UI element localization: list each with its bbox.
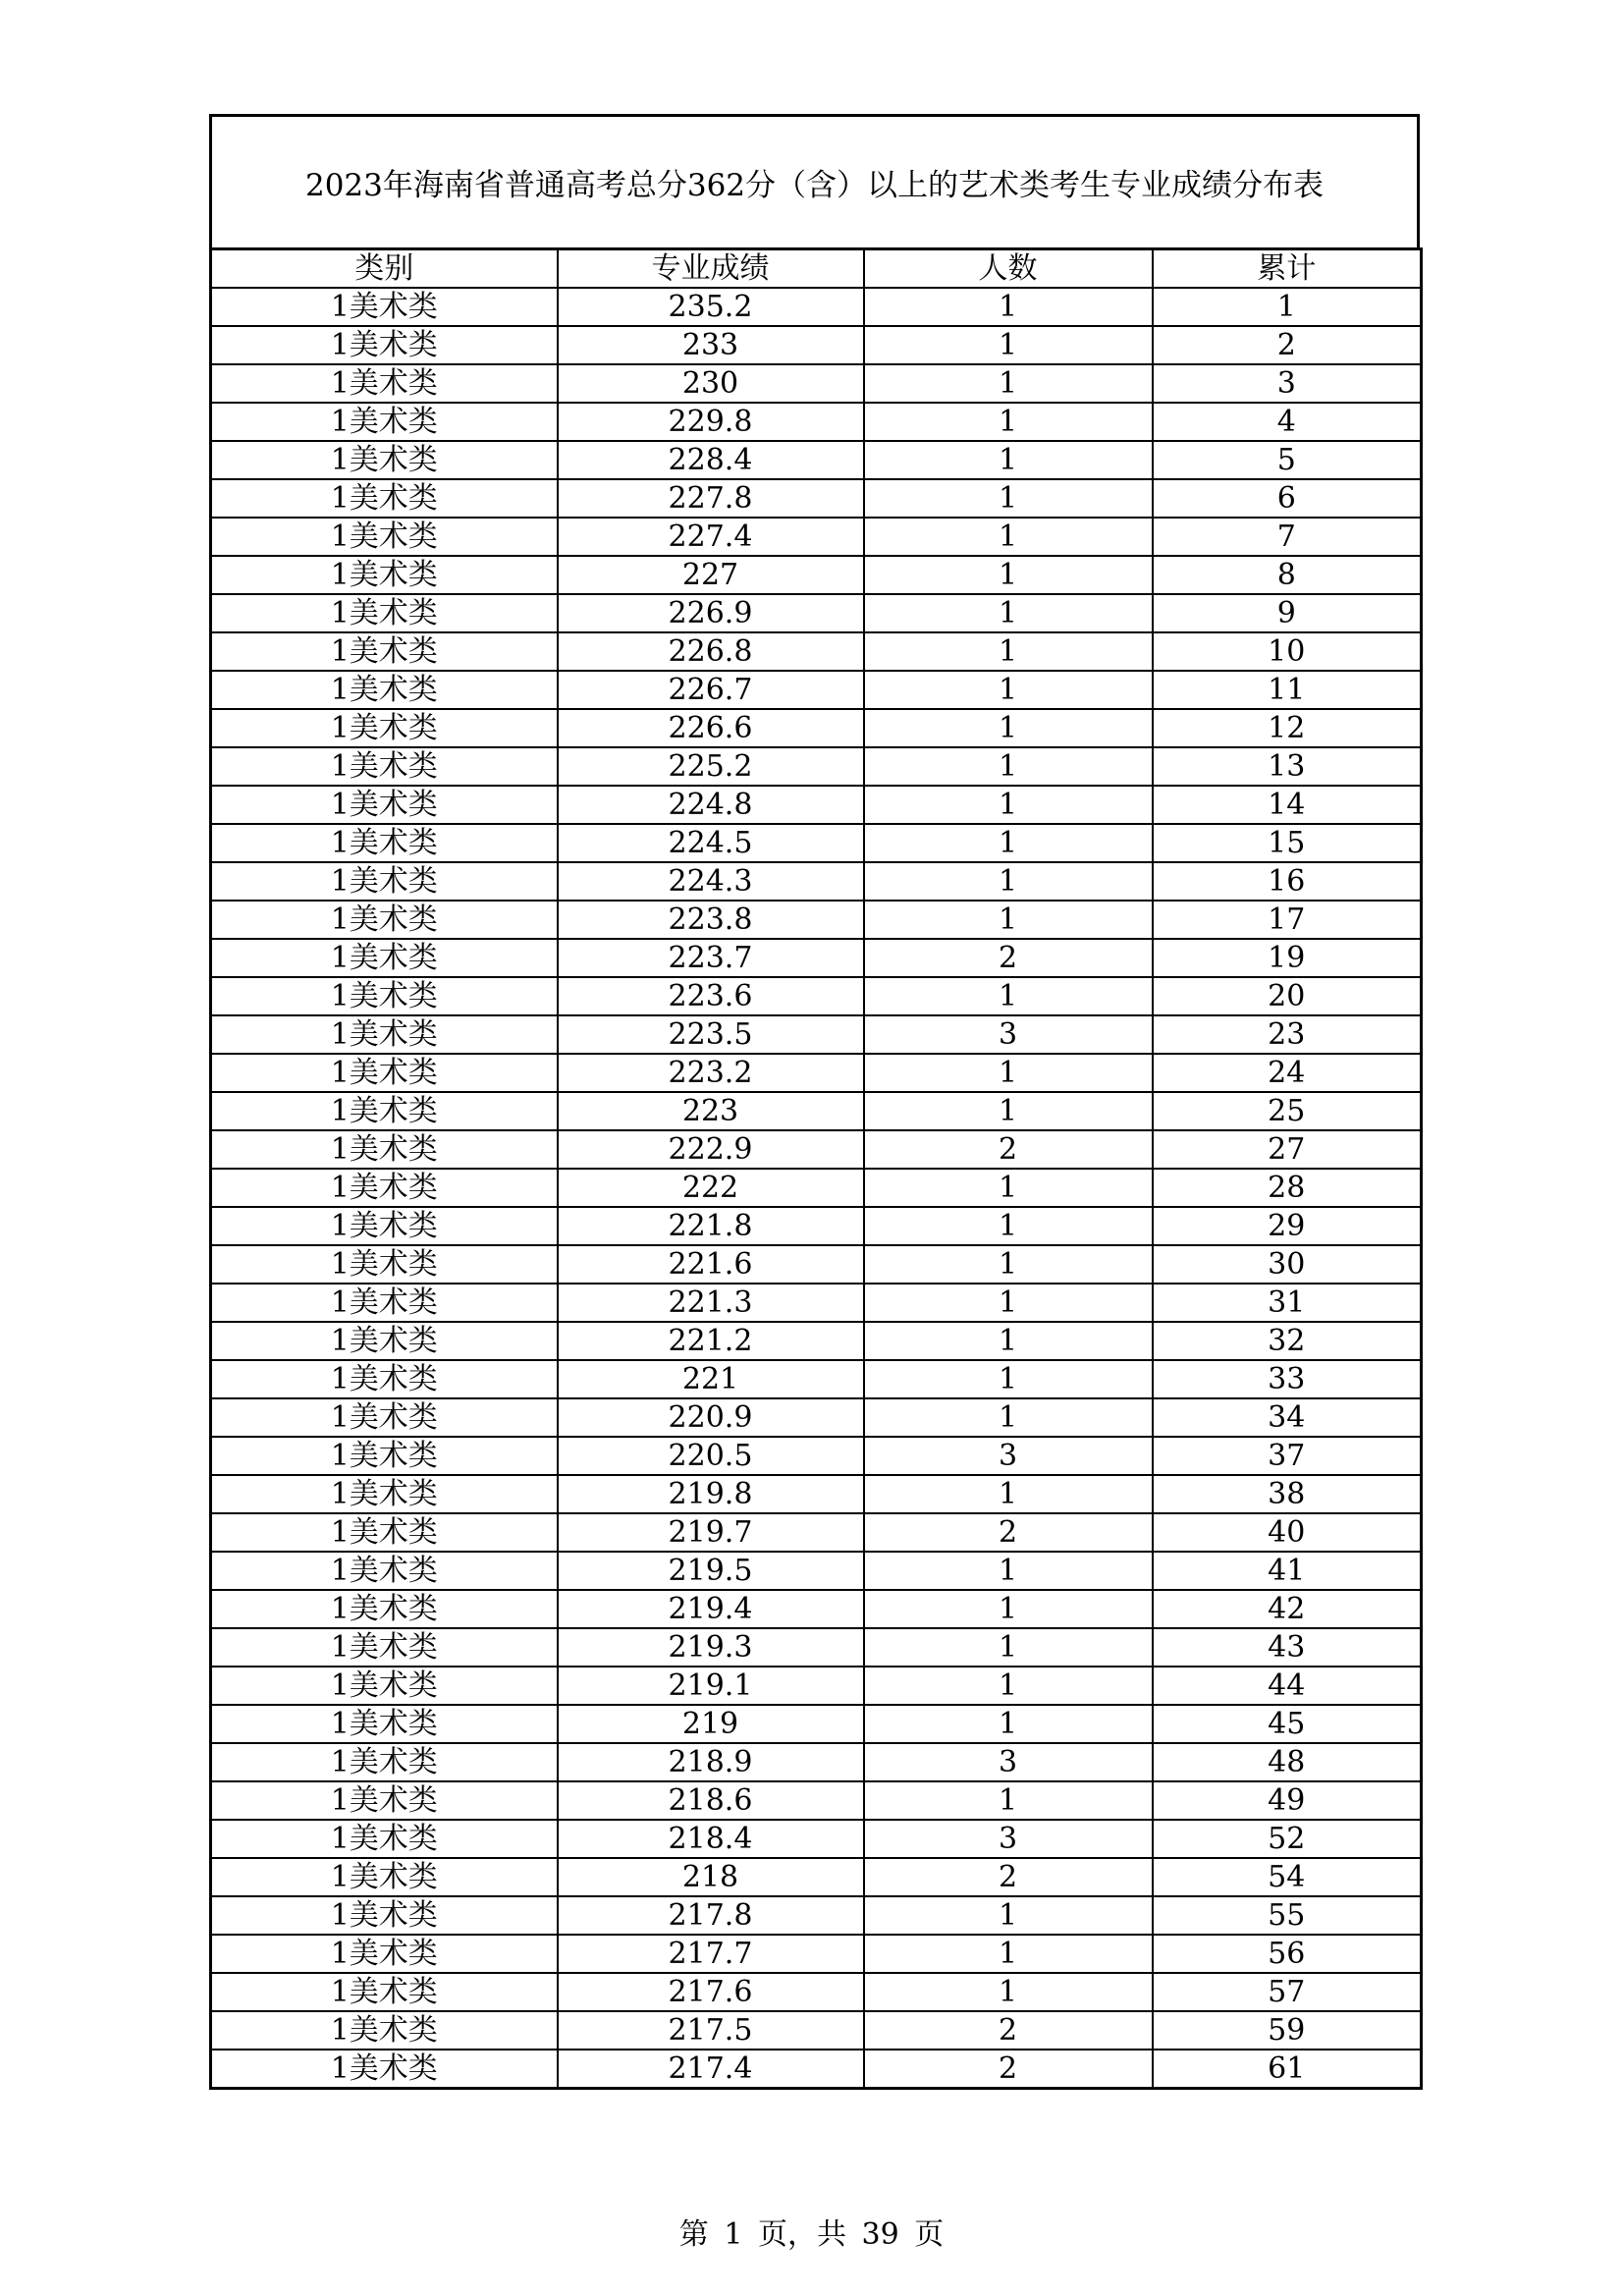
cell-score: 219.8 [558, 1475, 864, 1513]
cell-count: 2 [864, 1858, 1153, 1896]
cell-category: 1美术类 [211, 1743, 558, 1781]
cell-score: 225.2 [558, 747, 864, 786]
cell-score: 224.3 [558, 862, 864, 901]
cell-category: 1美术类 [211, 1973, 558, 2011]
cell-cumulative: 6 [1153, 479, 1422, 518]
cell-count: 2 [864, 939, 1153, 977]
table-row [211, 594, 1422, 632]
table-row [211, 1820, 1422, 1858]
cell-score: 224.8 [558, 786, 864, 824]
cell-count: 3 [864, 1820, 1153, 1858]
cell-category: 1美术类 [211, 824, 558, 862]
cell-count: 2 [864, 1513, 1153, 1552]
cell-count: 1 [864, 1398, 1153, 1437]
cell-category: 1美术类 [211, 901, 558, 939]
table-row [211, 1437, 1422, 1475]
cell-count: 1 [864, 403, 1153, 441]
table-row [211, 632, 1422, 671]
cell-category: 1美术类 [211, 1590, 558, 1628]
cell-cumulative: 48 [1153, 1743, 1422, 1781]
table-row [211, 1896, 1422, 1935]
cell-cumulative: 61 [1153, 2050, 1422, 2089]
cell-cumulative: 7 [1153, 518, 1422, 556]
table-row [211, 1322, 1422, 1360]
cell-count: 1 [864, 288, 1153, 326]
cell-cumulative: 37 [1153, 1437, 1422, 1475]
cell-cumulative: 5 [1153, 441, 1422, 479]
cell-cumulative: 32 [1153, 1322, 1422, 1360]
table-row [211, 1169, 1422, 1207]
cell-score: 221 [558, 1360, 864, 1398]
cell-category: 1美术类 [211, 479, 558, 518]
cell-category: 1美术类 [211, 977, 558, 1015]
cell-count: 3 [864, 1743, 1153, 1781]
cell-count: 1 [864, 1973, 1153, 2011]
cell-count: 1 [864, 441, 1153, 479]
cell-count: 1 [864, 1360, 1153, 1398]
table-row [211, 1284, 1422, 1322]
table-row [211, 1513, 1422, 1552]
cell-score: 223.5 [558, 1015, 864, 1054]
cell-category: 1美术类 [211, 1054, 558, 1092]
cell-category: 1美术类 [211, 1667, 558, 1705]
table-row [211, 1705, 1422, 1743]
table-row [211, 1743, 1422, 1781]
table-row [211, 1092, 1422, 1130]
cell-cumulative: 43 [1153, 1628, 1422, 1667]
cell-score: 229.8 [558, 403, 864, 441]
cell-count: 1 [864, 1169, 1153, 1207]
cell-category: 1美术类 [211, 939, 558, 977]
cell-score: 221.3 [558, 1284, 864, 1322]
cell-score: 219.4 [558, 1590, 864, 1628]
cell-score: 233 [558, 326, 864, 364]
cell-category: 1美术类 [211, 1207, 558, 1245]
cell-score: 218.4 [558, 1820, 864, 1858]
table-row [211, 1973, 1422, 2011]
cell-count: 1 [864, 479, 1153, 518]
table-row [211, 1207, 1422, 1245]
cell-category: 1美术类 [211, 1322, 558, 1360]
cell-count: 1 [864, 1667, 1153, 1705]
cell-cumulative: 24 [1153, 1054, 1422, 1092]
table-row [211, 1667, 1422, 1705]
cell-category: 1美术类 [211, 2011, 558, 2050]
cell-count: 1 [864, 1245, 1153, 1284]
cell-category: 1美术类 [211, 1781, 558, 1820]
cell-cumulative: 33 [1153, 1360, 1422, 1398]
cell-count: 1 [864, 556, 1153, 594]
cell-count: 1 [864, 1284, 1153, 1322]
table-row [211, 556, 1422, 594]
cell-category: 1美术类 [211, 1015, 558, 1054]
cell-count: 1 [864, 901, 1153, 939]
table-row [211, 1628, 1422, 1667]
cell-score: 217.7 [558, 1935, 864, 1973]
cell-count: 1 [864, 1896, 1153, 1935]
cell-cumulative: 3 [1153, 364, 1422, 403]
cell-category: 1美术类 [211, 1552, 558, 1590]
cell-cumulative: 25 [1153, 1092, 1422, 1130]
cell-category: 1美术类 [211, 709, 558, 747]
cell-score: 219.3 [558, 1628, 864, 1667]
cell-category: 1美术类 [211, 1284, 558, 1322]
cell-count: 1 [864, 632, 1153, 671]
cell-count: 1 [864, 862, 1153, 901]
cell-category: 1美术类 [211, 1896, 558, 1935]
cell-cumulative: 17 [1153, 901, 1422, 939]
cell-cumulative: 59 [1153, 2011, 1422, 2050]
cell-cumulative: 42 [1153, 1590, 1422, 1628]
cell-category: 1美术类 [211, 441, 558, 479]
table-body [211, 288, 1422, 2089]
cell-cumulative: 19 [1153, 939, 1422, 977]
cell-score: 218.6 [558, 1781, 864, 1820]
cell-cumulative: 49 [1153, 1781, 1422, 1820]
cell-score: 218 [558, 1858, 864, 1896]
cell-score: 222 [558, 1169, 864, 1207]
cell-cumulative: 44 [1153, 1667, 1422, 1705]
cell-count: 1 [864, 1590, 1153, 1628]
cell-cumulative: 23 [1153, 1015, 1422, 1054]
cell-score: 224.5 [558, 824, 864, 862]
cell-cumulative: 27 [1153, 1130, 1422, 1169]
cell-cumulative: 10 [1153, 632, 1422, 671]
cell-score: 227 [558, 556, 864, 594]
cell-count: 1 [864, 1207, 1153, 1245]
table-row [211, 1552, 1422, 1590]
table-row [211, 1245, 1422, 1284]
cell-score: 226.6 [558, 709, 864, 747]
cell-count: 1 [864, 671, 1153, 709]
table-header [211, 249, 1422, 289]
cell-count: 2 [864, 1130, 1153, 1169]
table-row [211, 2011, 1422, 2050]
cell-category: 1美术类 [211, 1820, 558, 1858]
cell-score: 223.6 [558, 977, 864, 1015]
cell-category: 1美术类 [211, 1169, 558, 1207]
header-row [211, 249, 1422, 289]
cell-cumulative: 16 [1153, 862, 1422, 901]
cell-cumulative: 45 [1153, 1705, 1422, 1743]
cell-cumulative: 4 [1153, 403, 1422, 441]
cell-category: 1美术类 [211, 2050, 558, 2089]
cell-count: 1 [864, 977, 1153, 1015]
cell-cumulative: 8 [1153, 556, 1422, 594]
table-row [211, 824, 1422, 862]
cell-category: 1美术类 [211, 1130, 558, 1169]
cell-score: 220.5 [558, 1437, 864, 1475]
table-row [211, 1130, 1422, 1169]
cell-category: 1美术类 [211, 1628, 558, 1667]
cell-category: 1美术类 [211, 786, 558, 824]
table-row [211, 1858, 1422, 1896]
cell-count: 1 [864, 709, 1153, 747]
cell-category: 1美术类 [211, 1437, 558, 1475]
cell-count: 1 [864, 1781, 1153, 1820]
cell-count: 1 [864, 1092, 1153, 1130]
table-row [211, 747, 1422, 786]
cell-score: 230 [558, 364, 864, 403]
cell-score: 226.9 [558, 594, 864, 632]
cell-cumulative: 56 [1153, 1935, 1422, 1973]
cell-category: 1美术类 [211, 1858, 558, 1896]
cell-category: 1美术类 [211, 288, 558, 326]
cell-count: 1 [864, 1552, 1153, 1590]
table-row [211, 939, 1422, 977]
cell-count: 2 [864, 2011, 1153, 2050]
cell-score: 219.1 [558, 1667, 864, 1705]
table-row [211, 1054, 1422, 1092]
cell-cumulative: 40 [1153, 1513, 1422, 1552]
cell-category: 1美术类 [211, 1935, 558, 1973]
cell-cumulative: 55 [1153, 1896, 1422, 1935]
cell-category: 1美术类 [211, 1092, 558, 1130]
cell-cumulative: 29 [1153, 1207, 1422, 1245]
cell-score: 222.9 [558, 1130, 864, 1169]
cell-cumulative: 30 [1153, 1245, 1422, 1284]
cell-cumulative: 20 [1153, 977, 1422, 1015]
cell-count: 1 [864, 824, 1153, 862]
table-title: 2023年海南省普通高考总分362分（含）以上的艺术类考生专业成绩分布表 [209, 114, 1420, 247]
cell-count: 1 [864, 1705, 1153, 1743]
cell-score: 221.6 [558, 1245, 864, 1284]
cell-count: 1 [864, 747, 1153, 786]
header-score: 专业成绩 [558, 249, 864, 289]
table-row [211, 403, 1422, 441]
cell-cumulative: 54 [1153, 1858, 1422, 1896]
cell-count: 3 [864, 1437, 1153, 1475]
cell-cumulative: 15 [1153, 824, 1422, 862]
table-row [211, 709, 1422, 747]
table-row [211, 1935, 1422, 1973]
table-row [211, 1015, 1422, 1054]
score-distribution-sheet [209, 114, 1420, 2090]
cell-score: 226.8 [558, 632, 864, 671]
cell-cumulative: 12 [1153, 709, 1422, 747]
cell-score: 223.8 [558, 901, 864, 939]
cell-cumulative: 57 [1153, 1973, 1422, 2011]
cell-count: 1 [864, 364, 1153, 403]
table-row [211, 862, 1422, 901]
cell-count: 1 [864, 1322, 1153, 1360]
table-row [211, 326, 1422, 364]
cell-count: 1 [864, 326, 1153, 364]
cell-category: 1美术类 [211, 518, 558, 556]
cell-cumulative: 13 [1153, 747, 1422, 786]
cell-category: 1美术类 [211, 1513, 558, 1552]
cell-count: 1 [864, 1935, 1153, 1973]
cell-score: 221.8 [558, 1207, 864, 1245]
table-row [211, 1590, 1422, 1628]
cell-score: 217.4 [558, 2050, 864, 2089]
cell-category: 1美术类 [211, 1360, 558, 1398]
cell-count: 2 [864, 2050, 1153, 2089]
table-row [211, 901, 1422, 939]
table-row [211, 1475, 1422, 1513]
cell-score: 228.4 [558, 441, 864, 479]
cell-score: 235.2 [558, 288, 864, 326]
cell-category: 1美术类 [211, 556, 558, 594]
cell-cumulative: 52 [1153, 1820, 1422, 1858]
cell-count: 3 [864, 1015, 1153, 1054]
cell-cumulative: 31 [1153, 1284, 1422, 1322]
page-footer: 第 1 页，共 39 页 [678, 2217, 945, 2252]
cell-score: 227.4 [558, 518, 864, 556]
cell-score: 221.2 [558, 1322, 864, 1360]
cell-category: 1美术类 [211, 862, 558, 901]
table-row [211, 977, 1422, 1015]
table-row [211, 1781, 1422, 1820]
cell-category: 1美术类 [211, 632, 558, 671]
cell-score: 218.9 [558, 1743, 864, 1781]
table-row [211, 1398, 1422, 1437]
cell-count: 1 [864, 1628, 1153, 1667]
cell-category: 1美术类 [211, 364, 558, 403]
table-row [211, 2050, 1422, 2089]
cell-count: 1 [864, 1054, 1153, 1092]
cell-score: 227.8 [558, 479, 864, 518]
cell-category: 1美术类 [211, 326, 558, 364]
header-category: 类别 [211, 249, 558, 289]
table-row [211, 671, 1422, 709]
cell-category: 1美术类 [211, 671, 558, 709]
table-row [211, 441, 1422, 479]
cell-score: 219 [558, 1705, 864, 1743]
table-row [211, 479, 1422, 518]
cell-score: 223 [558, 1092, 864, 1130]
table-row [211, 1360, 1422, 1398]
table-row [211, 786, 1422, 824]
header-cumulative: 累计 [1153, 249, 1422, 289]
table-row [211, 364, 1422, 403]
cell-cumulative: 28 [1153, 1169, 1422, 1207]
cell-score: 226.7 [558, 671, 864, 709]
cell-category: 1美术类 [211, 1245, 558, 1284]
cell-cumulative: 9 [1153, 594, 1422, 632]
table-row [211, 518, 1422, 556]
table-row [211, 288, 1422, 326]
cell-count: 1 [864, 594, 1153, 632]
cell-cumulative: 14 [1153, 786, 1422, 824]
cell-cumulative: 11 [1153, 671, 1422, 709]
cell-score: 217.8 [558, 1896, 864, 1935]
score-table [209, 247, 1423, 2090]
cell-category: 1美术类 [211, 1475, 558, 1513]
cell-cumulative: 38 [1153, 1475, 1422, 1513]
cell-category: 1美术类 [211, 1398, 558, 1437]
cell-score: 217.6 [558, 1973, 864, 2011]
cell-cumulative: 34 [1153, 1398, 1422, 1437]
cell-score: 217.5 [558, 2011, 864, 2050]
cell-cumulative: 2 [1153, 326, 1422, 364]
header-count: 人数 [864, 249, 1153, 289]
cell-cumulative: 1 [1153, 288, 1422, 326]
cell-score: 223.2 [558, 1054, 864, 1092]
cell-score: 220.9 [558, 1398, 864, 1437]
cell-category: 1美术类 [211, 747, 558, 786]
cell-score: 219.5 [558, 1552, 864, 1590]
cell-category: 1美术类 [211, 594, 558, 632]
cell-count: 1 [864, 1475, 1153, 1513]
cell-count: 1 [864, 518, 1153, 556]
cell-category: 1美术类 [211, 403, 558, 441]
cell-score: 219.7 [558, 1513, 864, 1552]
cell-category: 1美术类 [211, 1705, 558, 1743]
cell-cumulative: 41 [1153, 1552, 1422, 1590]
cell-score: 223.7 [558, 939, 864, 977]
cell-count: 1 [864, 786, 1153, 824]
